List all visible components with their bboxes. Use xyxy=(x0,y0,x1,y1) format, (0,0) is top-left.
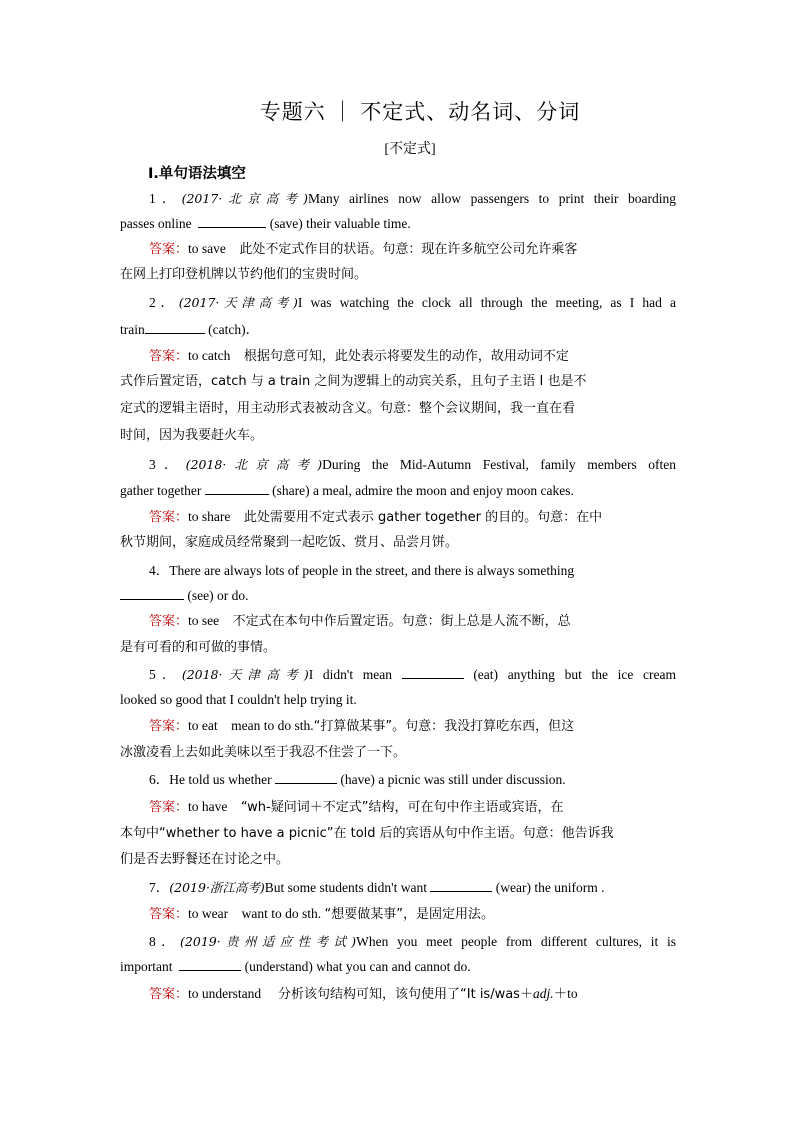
question-5-line-1: 5．(2018·天津高考)I didn't mean (eat) anything but the ice cream xyxy=(149,667,677,682)
page-subtitle: [不定式] xyxy=(384,142,436,157)
answer-label: 答案： xyxy=(149,800,189,815)
question-6-line-1: 6．He told us whether (have) a picnic was still under discussion. xyxy=(149,772,566,787)
question-1-line-1: 1．(2017·北京高考)Many airlines now allow passengers to print their boarding xyxy=(149,191,677,206)
answer-label: 答案： xyxy=(149,614,189,629)
answer-label: 答案： xyxy=(149,349,189,364)
answer-label: 答案： xyxy=(149,987,189,1002)
answer-8-line-1: 答案：to understand 分析该句结构可知，该句使用了“It is/was＋adj.＋to xyxy=(149,986,578,1002)
question-8-line-2: important (understand) what you can and cannot do. xyxy=(120,959,471,974)
question-3-line-2: gather together (share) a meal, admire the moon and enjoy moon cakes. xyxy=(120,483,574,498)
question-2-line-2: train (catch)． xyxy=(120,322,260,337)
answer-2-line-2: 式作后置定语，catch 与 a train 之间为逻辑上的动宾关系，且句子主语 I 也是不 xyxy=(120,374,587,389)
answer-4-line-1: 答案：to see 不定式在本句中作后置定语。句意：街上总是人流不断，总 xyxy=(149,613,571,629)
question-4-line-2: (see) or do. xyxy=(120,586,676,606)
answer-blank[interactable] xyxy=(179,957,241,971)
question-3-line-1: 3．(2018·北京高考)During the Mid-Autumn Festival, family members often xyxy=(149,457,676,472)
answer-2-line-1: 答案：to catch 根据句意可知，此处表示将要发生的动作，故用动词不定 xyxy=(149,348,569,364)
answer-label: 答案： xyxy=(149,719,189,734)
answer-blank[interactable] xyxy=(205,481,269,495)
section-heading: Ⅰ.单句语法填空 xyxy=(148,166,246,182)
answer-3-line-2: 秋节期间，家庭成员经常聚到一起吃饭、赏月、品尝月饼。 xyxy=(120,535,459,550)
question-1-line-2: passes online (save) their valuable time. xyxy=(120,216,411,231)
answer-6-line-2: 本句中“whether to have a picnic”在 told 后的宾语从句中作主语。句意：他告诉我 xyxy=(120,826,614,841)
answer-label: 答案： xyxy=(149,510,189,525)
page-title: 专题六 ｜ 不定式、动名词、分词 xyxy=(259,100,581,124)
question-7-line-1: 7．(2019·浙江高考)But some students didn't want (wear) the uniform . xyxy=(149,880,605,895)
answer-label: 答案： xyxy=(149,907,189,922)
answer-1-line-1: 答案：to save 此处不定式作目的状语。句意：现在许多航空公司允许乘客 xyxy=(149,241,578,257)
answer-6-line-1: 答案：to have “wh-疑问词＋不定式”结构，可在句中作主语或宾语，在 xyxy=(149,799,564,815)
answer-blank[interactable] xyxy=(145,320,205,334)
answer-5-line-1: 答案：to eat mean to do sth.“打算做某事”。句意：我没打算吃东西，但这 xyxy=(149,718,575,734)
answer-label: 答案： xyxy=(149,242,189,257)
question-5-line-2: looked so good that I couldn't help trying it. xyxy=(120,692,357,707)
answer-blank[interactable] xyxy=(198,214,266,228)
answer-2-line-4: 时间，因为我要赶火车。 xyxy=(120,428,264,443)
question-2-line-1: 2．(2017·天津高考)I was watching the clock all through the meeting, as I had a xyxy=(149,295,676,310)
answer-blank[interactable] xyxy=(275,770,337,784)
answer-6-line-3: 们是否去野餐还在讨论之中。 xyxy=(120,852,290,867)
answer-3-line-1: 答案：to share 此处需要用不定式表示 gather together 的目的。句意：在中 xyxy=(149,509,603,525)
question-8-line-1: 8．(2019·贵州适应性考试)When you meet people from different cultures, it is xyxy=(149,934,676,949)
answer-7-line-1: 答案：to wear want to do sth. “想要做某事”，是固定用法。 xyxy=(149,906,494,922)
answer-1-line-2: 在网上打印登机牌以节约他们的宝贵时间。 xyxy=(120,267,368,282)
answer-blank[interactable] xyxy=(430,878,492,892)
question-4-line-1: 4．There are always lots of people in the street, and there is always something xyxy=(149,563,575,578)
answer-blank[interactable] xyxy=(120,586,184,600)
answer-2-line-3: 定式的逻辑主语时，用主动形式表被动含义。句意：整个会议期间，我一直在看 xyxy=(120,401,576,416)
answer-blank[interactable] xyxy=(402,665,464,679)
answer-4-line-2: 是有可看的和可做的事情。 xyxy=(120,640,277,655)
answer-5-line-2: 冰激凌看上去如此美味以至于我忍不住尝了一下。 xyxy=(120,745,407,760)
